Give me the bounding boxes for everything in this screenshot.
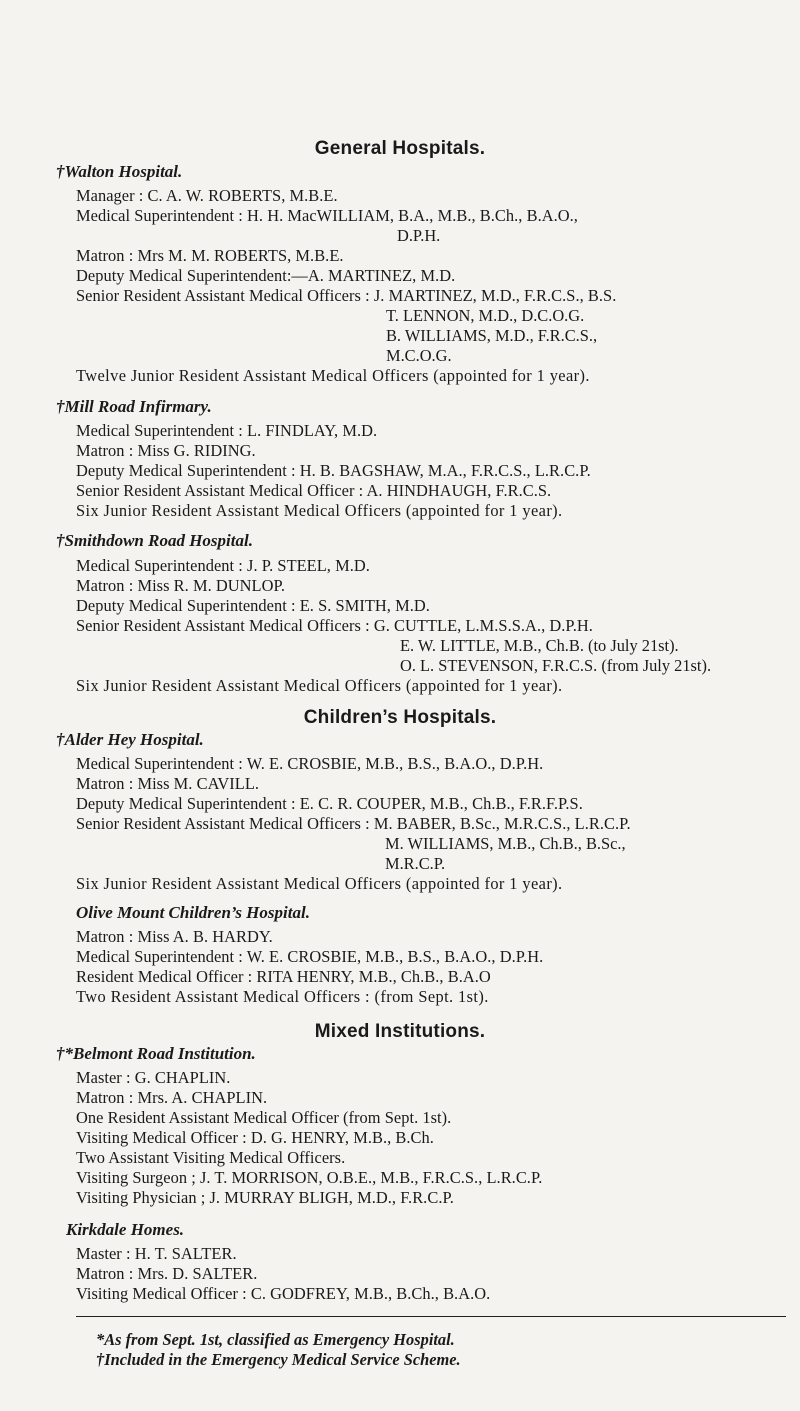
staff-line: Matron : Miss G. RIDING.	[76, 441, 256, 460]
staff-line: Six Junior Resident Assistant Medical Officers (appointed for 1 year).	[76, 874, 563, 893]
staff-line: Visiting Physician ; J. MURRAY BLIGH, M.D., F.R.C.P.	[76, 1188, 454, 1207]
staff-line: Master : H. T. SALTER.	[76, 1244, 237, 1263]
staff-line: Resident Medical Officer : RITA HENRY, M.B., Ch.B., B.A.O	[76, 967, 491, 986]
staff-line: Manager : C. A. W. ROBERTS, M.B.E.	[76, 186, 338, 205]
staff-line: Six Junior Resident Assistant Medical Officers (appointed for 1 year).	[76, 676, 563, 695]
staff-line: Matron : Miss A. B. HARDY.	[76, 927, 273, 946]
staff-line: Senior Resident Assistant Medical Officers : J. MARTINEZ, M.D., F.R.C.S., B.S.	[76, 286, 617, 305]
staff-line: Visiting Medical Officer : C. GODFREY, M.B., B.Ch., B.A.O.	[76, 1284, 491, 1303]
footnote: †Included in the Emergency Medical Service Scheme.	[96, 1350, 461, 1369]
section-title-mixed: Mixed Institutions.	[314, 1021, 486, 1042]
staff-line: Matron : Miss R. M. DUNLOP.	[76, 576, 285, 595]
staff-line: Two Resident Assistant Medical Officers : (from Sept. 1st).	[76, 987, 489, 1006]
staff-line: Six Junior Resident Assistant Medical Officers (appointed for 1 year).	[76, 501, 563, 520]
staff-line: Matron : Mrs. D. SALTER.	[76, 1264, 258, 1283]
staff-line: Matron : Mrs. A. CHAPLIN.	[76, 1088, 268, 1107]
staff-line: Visiting Medical Officer : D. G. HENRY, M.B., B.Ch.	[76, 1128, 434, 1147]
staff-line: One Resident Assistant Medical Officer (from Sept. 1st).	[76, 1108, 452, 1127]
hospital-name: †*Belmont Road Institution.	[56, 1044, 256, 1063]
staff-line: Senior Resident Assistant Medical Officers : G. CUTTLE, L.M.S.S.A., D.P.H.	[76, 616, 593, 635]
staff-line: Medical Superintendent : W. E. CROSBIE, M.B., B.S., B.A.O., D.P.H.	[76, 947, 544, 966]
staff-line: Master : G. CHAPLIN.	[76, 1068, 231, 1087]
hospital-name: Kirkdale Homes.	[66, 1220, 185, 1239]
staff-line: Deputy Medical Superintendent:—A. MARTINEZ, M.D.	[76, 266, 456, 285]
staff-line: Matron : Mrs M. M. ROBERTS, M.B.E.	[76, 246, 344, 265]
staff-line: Medical Superintendent : L. FINDLAY, M.D.	[76, 421, 378, 440]
footnote: *As from Sept. 1st, classified as Emergency Hospital.	[96, 1330, 455, 1349]
staff-line: Deputy Medical Superintendent : E. C. R. COUPER, M.B., Ch.B., F.R.F.P.S.	[76, 794, 583, 813]
staff-line: Matron : Miss M. CAVILL.	[76, 774, 260, 793]
hospital-name: †Smithdown Road Hospital.	[56, 531, 253, 550]
hospital-name: †Mill Road Infirmary.	[56, 397, 212, 416]
staff-line-continuation: E. W. LITTLE, M.B., Ch.B. (to July 21st).	[400, 636, 679, 655]
staff-line: Medical Superintendent : W. E. CROSBIE, M.B., B.S., B.A.O., D.P.H.	[76, 754, 544, 773]
hospital-name: †Alder Hey Hospital.	[56, 730, 204, 749]
section-title-general: General Hospitals.	[314, 138, 486, 159]
staff-line-continuation: B. WILLIAMS, M.D., F.R.C.S.,	[386, 326, 598, 345]
staff-line-continuation: M. WILLIAMS, M.B., Ch.B., B.Sc.,	[385, 834, 626, 853]
staff-line: Medical Superintendent : H. H. MacWILLIAM, B.A., M.B., B.Ch., B.A.O.,	[76, 206, 578, 225]
hospital-name: Olive Mount Children’s Hospital.	[76, 903, 310, 922]
staff-line: Senior Resident Assistant Medical Officers : M. BABER, B.Sc., M.R.C.S., L.R.C.P.	[76, 814, 631, 833]
staff-line: Senior Resident Assistant Medical Officer : A. HINDHAUGH, F.R.C.S.	[76, 481, 552, 500]
staff-line: Two Assistant Visiting Medical Officers.	[76, 1148, 346, 1167]
staff-line-continuation: M.R.C.P.	[385, 854, 446, 873]
staff-line-continuation: D.P.H.	[397, 226, 441, 245]
section-title-childrens: Children’s Hospitals.	[303, 707, 497, 728]
hospital-name: †Walton Hospital.	[56, 162, 183, 181]
staff-line-continuation: T. LENNON, M.D., D.C.O.G.	[386, 306, 585, 325]
staff-line: Medical Superintendent : J. P. STEEL, M.D.	[76, 556, 370, 575]
staff-line: Deputy Medical Superintendent : H. B. BAGSHAW, M.A., F.R.C.S., L.R.C.P.	[76, 461, 591, 480]
staff-line: Twelve Junior Resident Assistant Medical Officers (appointed for 1 year).	[76, 366, 590, 385]
staff-line-continuation: M.C.O.G.	[386, 346, 452, 365]
staff-line: Deputy Medical Superintendent : E. S. SMITH, M.D.	[76, 596, 430, 615]
staff-line-continuation: O. L. STEVENSON, F.R.C.S. (from July 21st).	[400, 656, 712, 675]
staff-line: Visiting Surgeon ; J. T. MORRISON, O.B.E., M.B., F.R.C.S., L.R.C.P.	[76, 1168, 543, 1187]
footnote-divider	[76, 1316, 786, 1317]
